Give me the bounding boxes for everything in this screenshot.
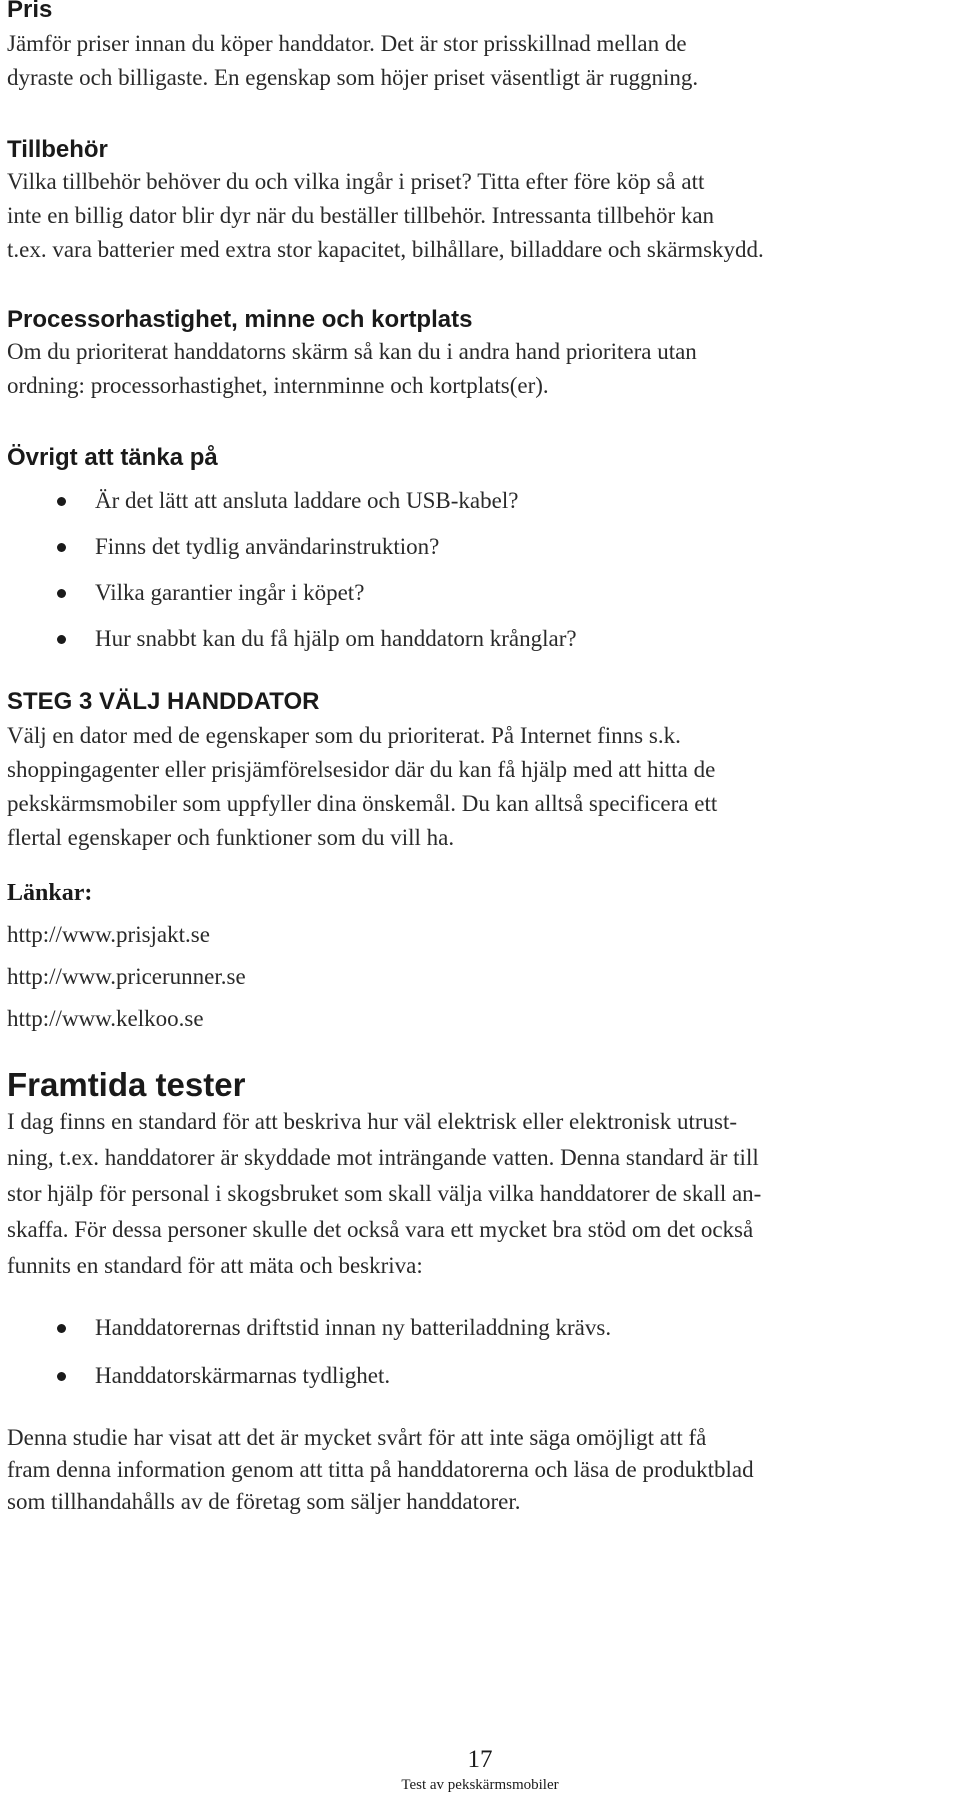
steg3-line-1: Välj en dator med de egenskaper som du prioriterat. På Internet finns s.k. [7,723,681,748]
section-processor [7,306,948,403]
framtida-line-2: ning, t.ex. handdatorer är skyddade mot inträngande vatten. Denna standard är till [7,1145,759,1170]
list-item: Vilka garantier ingår i köpet? [7,570,948,616]
framtida-line-5: funnits en standard för att mäta och beskriva: [7,1253,423,1278]
bullet-icon [57,635,66,644]
bullet-icon [57,543,66,552]
list-item: Är det lätt att ansluta laddare och USB-kabel? [7,478,948,524]
framtida-bullet-list [7,1304,948,1400]
tillbehor-line-1: Vilka tillbehör behöver du och vilka ingår i priset? Titta efter före köp så att [7,169,705,194]
section-tillbehor [7,136,948,267]
tillbehor-line-3: t.ex. vara batterier med extra stor kapacitet, bilhållare, billaddare och skärmskydd. [7,237,764,262]
framtida-closing-line-2: fram denna information genom att titta på handdatorerna och läsa de produktblad [7,1457,754,1482]
heading-framtida: Framtida tester [7,1066,246,1103]
ovrigt-bullet-list [7,478,948,662]
steg3-line-3: pekskärmsmobiler som uppfyller dina önskemål. Du kan alltså specificera ett [7,791,718,816]
section-framtida [7,1066,948,1518]
heading-steg3: STEG 3 VÄLJ HANDDATOR [7,688,320,715]
steg3-line-4: flertal egenskaper och funktioner som du vill ha. [7,825,455,850]
section-pris [7,0,948,95]
heading-tillbehor: Tillbehör [7,136,108,163]
heading-ovrigt: Övrigt att tänka på [7,444,218,471]
section-steg3 [7,688,948,855]
bullet-icon [57,589,66,598]
pris-line-1: Jämför priser innan du köper handdator. Det är stor prisskillnad mellan de [7,31,687,56]
framtida-line-4: skaffa. För dessa personer skulle det också vara ett mycket bra stöd om det också [7,1217,754,1242]
list-item: Hur snabbt kan du få hjälp om handdatorn krånglar? [7,616,948,662]
pris-line-2: dyraste och billigaste. En egenskap som höjer priset väsentligt är ruggning. [7,65,699,90]
tillbehor-line-2: inte en billig dator blir dyr när du beställer tillbehör. Intressanta tillbehör kan [7,203,715,228]
links-heading: Länkar: [7,880,93,906]
link-kelkoo[interactable]: http://www.kelkoo.se [7,1006,204,1031]
list-item: Finns det tydlig användarinstruktion? [7,524,948,570]
framtida-closing-line-3: som tillhandahålls av de företag som säljer handdatorer. [7,1489,521,1514]
link-prisjakt[interactable]: http://www.prisjakt.se [7,922,210,947]
framtida-closing-line-1: Denna studie har visat att det är mycket svårt för att inte säga omöjligt att få [7,1425,707,1450]
processor-line-2: ordning: processorhastighet, internminne och kortplats(er). [7,373,549,398]
section-lankar [7,878,948,1034]
processor-line-1: Om du prioriterat handdatorns skärm så kan du i andra hand prioritera utan [7,339,697,364]
heading-pris: Pris [7,0,53,23]
bullet-icon [57,1324,66,1333]
list-item: Handdatorernas driftstid innan ny batteriladdning krävs. [7,1304,948,1352]
framtida-line-3: stor hjälp för personal i skogsbruket som skall välja vilka handdatorer de skall an- [7,1181,762,1206]
footer-title: Test av pekskärmsmobiler [401,1777,559,1793]
framtida-line-1: I dag finns en standard för att beskriva hur väl elektrisk eller elektronisk utrust- [7,1109,738,1134]
link-pricerunner[interactable]: http://www.pricerunner.se [7,964,246,989]
heading-processor: Processorhastighet, minne och kortplats [7,306,473,333]
bullet-icon [57,497,66,506]
steg3-line-2: shoppingagenter eller prisjämförelsesidor där du kan få hjälp med att hitta de [7,757,716,782]
section-ovrigt [7,444,948,662]
page-number: 17 [467,1746,493,1773]
bullet-icon [57,1372,66,1381]
list-item: Handdatorskärmarnas tydlighet. [7,1352,948,1400]
